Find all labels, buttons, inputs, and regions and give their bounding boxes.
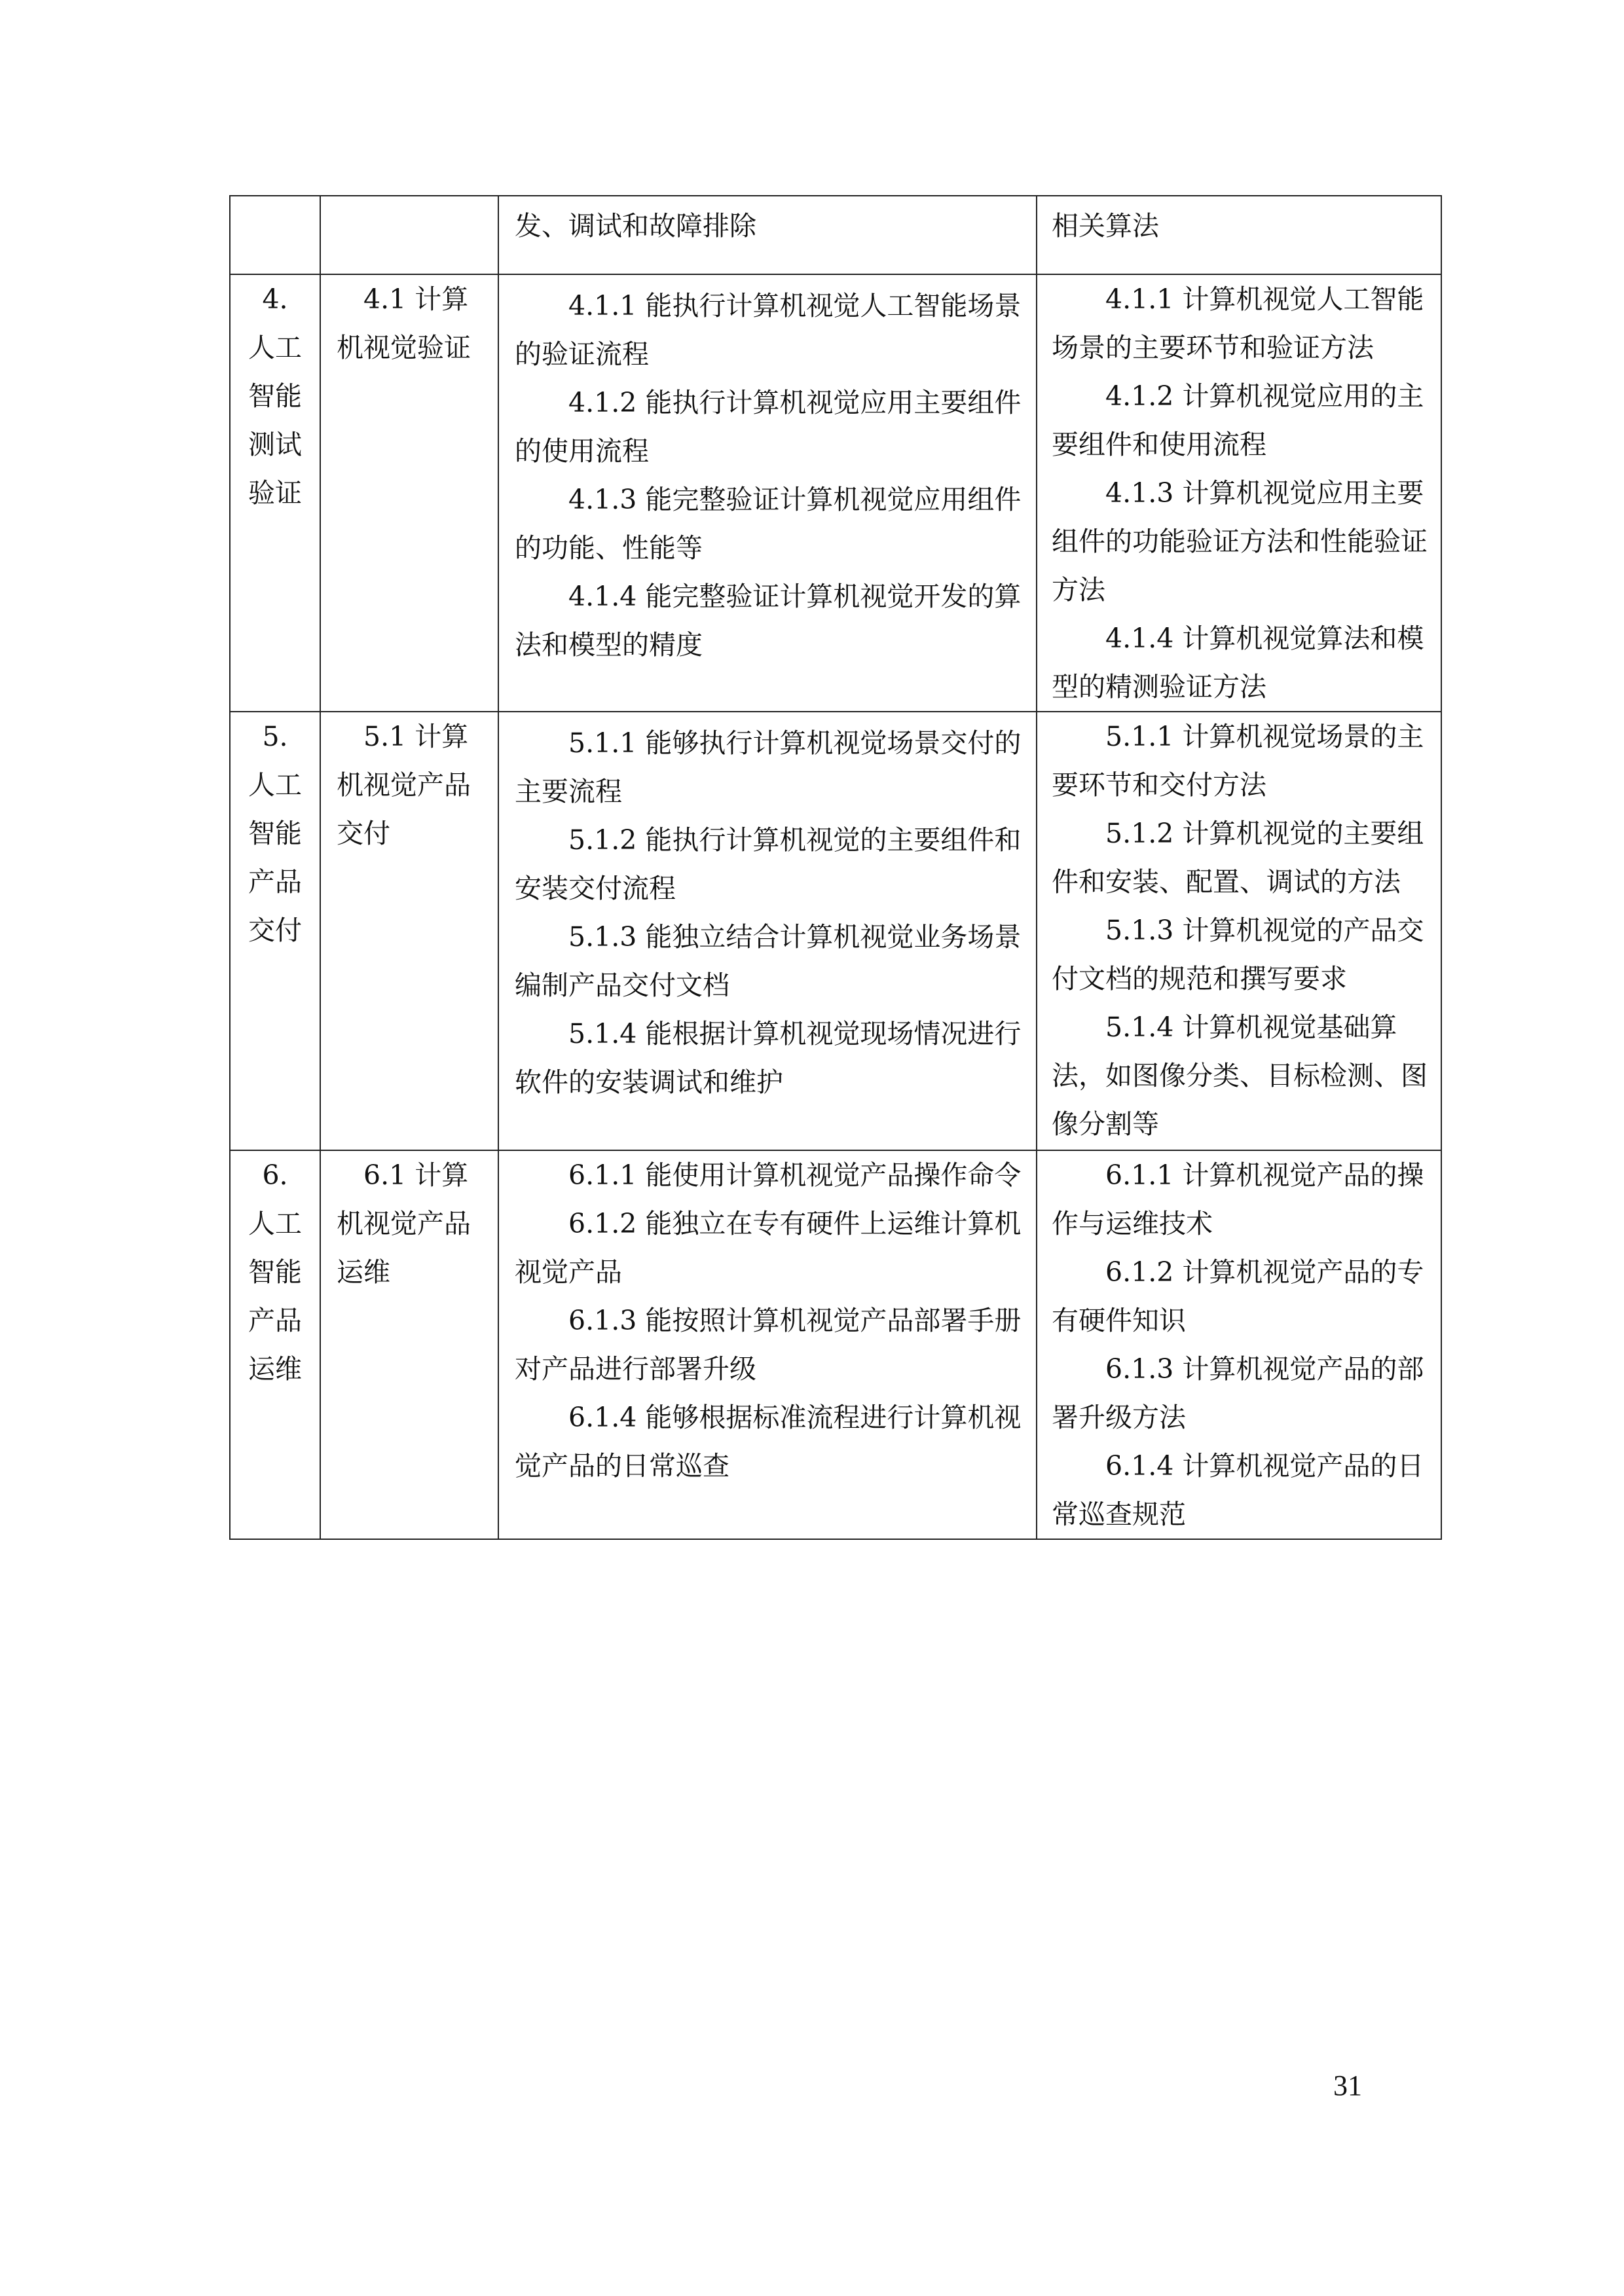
skill-item: 5.1.1 能够执行计算机视觉场景交付的主要流程 (515, 727, 1022, 807)
knowledge-item: 5.1.2 计算机视觉的主要组件和安装、配置、调试的方法 (1052, 818, 1424, 898)
work-area-line: 人工 (248, 769, 302, 801)
related-knowledge-cell (1037, 1150, 1441, 1539)
work-area-line: 人工 (248, 1208, 302, 1239)
work-area-line: 验证 (248, 477, 302, 509)
skill-requirements-cell (498, 1150, 1037, 1539)
work-area-cell (230, 712, 320, 1150)
skills-standard-table (229, 195, 1442, 1540)
skill-requirements-cell (498, 274, 1037, 712)
work-item-cell (320, 196, 498, 274)
work-area-line: 交付 (248, 915, 302, 946)
knowledge-item: 4.1.1 计算机视觉人工智能场景的主要环节和验证方法 (1052, 283, 1424, 363)
table-row-product-operations (230, 1150, 1441, 1539)
skill-item: 5.1.2 能执行计算机视觉的主要组件和安装交付流程 (515, 824, 1022, 904)
related-knowledge-cell (1037, 274, 1441, 712)
work-item-cell (320, 712, 498, 1150)
page-number: 31 (1333, 2069, 1362, 2102)
skill-item: 4.1.1 能执行计算机视觉人工智能场景的验证流程 (515, 290, 1022, 370)
knowledge-text: 相关算法 (1052, 210, 1159, 242)
skill-item: 5.1.3 能独立结合计算机视觉业务场景编制产品交付文档 (515, 921, 1022, 1001)
knowledge-item: 6.1.4 计算机视觉产品的日常巡查规范 (1052, 1450, 1424, 1530)
related-knowledge-cell (1037, 196, 1441, 274)
table-row-product-delivery (230, 712, 1441, 1150)
skill-item: 6.1.4 能够根据标准流程进行计算机视觉产品的日常巡查 (515, 1402, 1022, 1482)
skill-item: 5.1.4 能根据计算机视觉现场情况进行软件的安装调试和维护 (515, 1018, 1022, 1098)
work-area-cell (230, 274, 320, 712)
work-area-line: 智能 (248, 1256, 302, 1288)
knowledge-item: 6.1.2 计算机视觉产品的专有硬件知识 (1052, 1256, 1424, 1336)
table-row-continuation (230, 196, 1441, 274)
work-item-line: 交付 (337, 818, 390, 849)
work-area-cell (230, 1150, 320, 1539)
work-item-cell (320, 274, 498, 712)
skill-item: 4.1.3 能完整验证计算机视觉应用组件的功能、性能等 (515, 484, 1022, 564)
related-knowledge-cell (1037, 712, 1441, 1150)
knowledge-item: 4.1.3 计算机视觉应用主要组件的功能验证方法和性能验证方法 (1052, 477, 1428, 606)
work-area-line: 智能 (248, 818, 302, 849)
skill-item: 6.1.1 能使用计算机视觉产品操作命令 (568, 1159, 1022, 1191)
work-area-line: 人工 (248, 332, 302, 363)
work-area-cell (230, 196, 320, 274)
work-area-line: 测试 (248, 429, 302, 460)
skill-item: 4.1.2 能执行计算机视觉应用主要组件的使用流程 (515, 387, 1022, 467)
work-item-line: 机视觉产品 (337, 1208, 471, 1239)
knowledge-item: 4.1.2 计算机视觉应用的主要组件和使用流程 (1052, 380, 1424, 460)
knowledge-item: 4.1.4 计算机视觉算法和模型的精测验证方法 (1052, 623, 1424, 702)
work-item-line: 运维 (337, 1256, 390, 1288)
work-area-line: 6. (262, 1159, 288, 1191)
knowledge-item: 6.1.1 计算机视觉产品的操作与运维技术 (1052, 1159, 1424, 1239)
work-item-cell (320, 1150, 498, 1539)
knowledge-item: 5.1.3 计算机视觉的产品交付文档的规范和撰写要求 (1052, 915, 1424, 994)
work-area-line: 运维 (248, 1353, 302, 1385)
work-area-line: 5. (262, 721, 288, 752)
work-item-line: 4.1 计算 (363, 283, 469, 315)
skill-requirements-cell (498, 712, 1037, 1150)
knowledge-item: 5.1.4 计算机视觉基础算法，如图像分类、目标检测、图像分割等 (1052, 1011, 1428, 1140)
work-item-line: 6.1 计算 (363, 1159, 469, 1191)
table-row-testing-verification (230, 274, 1441, 712)
skill-item: 4.1.4 能完整验证计算机视觉开发的算法和模型的精度 (515, 581, 1022, 661)
skill-item: 6.1.2 能独立在专有硬件上运维计算机视觉产品 (515, 1208, 1022, 1288)
work-area-line: 智能 (248, 380, 302, 412)
skill-item: 6.1.3 能按照计算机视觉产品部署手册对产品进行部署升级 (515, 1305, 1022, 1385)
work-item-line: 机视觉产品 (337, 769, 471, 801)
work-item-line: 5.1 计算 (363, 721, 469, 752)
knowledge-item: 5.1.1 计算机视觉场景的主要环节和交付方法 (1052, 721, 1424, 801)
work-item-line: 机视觉验证 (337, 332, 471, 363)
knowledge-item: 6.1.3 计算机视觉产品的部署升级方法 (1052, 1353, 1424, 1433)
skill-text: 发、调试和故障排除 (515, 210, 756, 242)
skill-requirements-cell (498, 196, 1037, 274)
work-area-line: 产品 (248, 1305, 302, 1336)
work-area-line: 4. (262, 283, 288, 315)
work-area-line: 产品 (248, 866, 302, 898)
